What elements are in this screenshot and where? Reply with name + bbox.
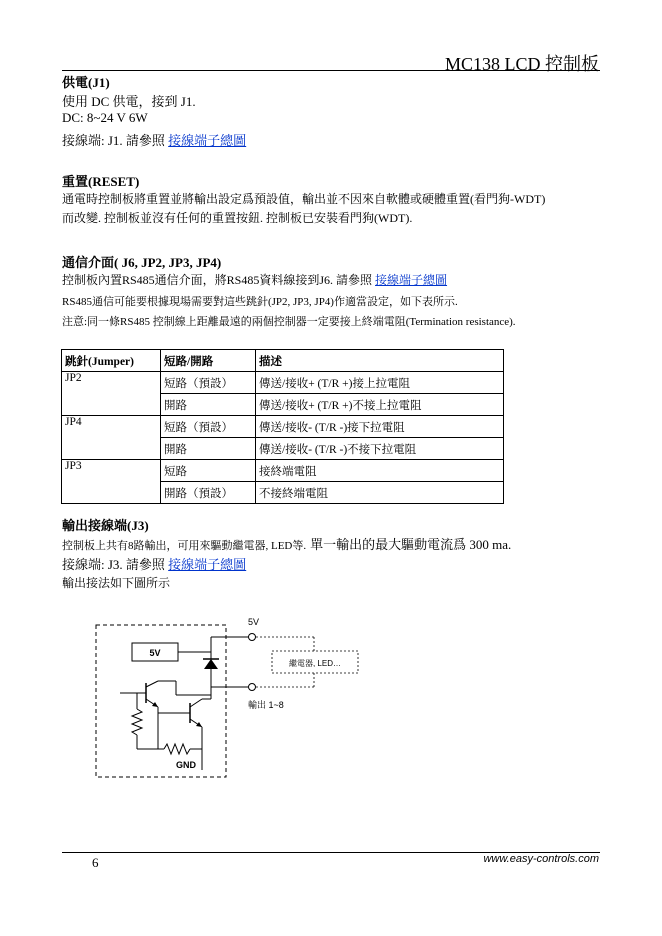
table-header-row: [62, 350, 504, 372]
jumper-table: [61, 349, 504, 504]
page-number: 6: [92, 855, 99, 870]
header-rule: [62, 70, 600, 71]
table-row: [62, 416, 504, 438]
comm-line-2: RS485通信可能要根據現場需要對這些跳針(JP2, JP3, JP4)作適當設定，如下表所示.: [62, 296, 458, 308]
reset-line-2: 而改變. 控制板並沒有任何的重置按鈕. 控制板已安裝看門狗(WDT).: [62, 211, 413, 225]
output-circuit-diagram: [90, 615, 380, 790]
comm-line-1: [62, 271, 447, 288]
power-line-1: 使用 DC 供電，接到 J1.: [62, 94, 196, 109]
reset-line-1: 通電時控制板將重置並將輸出設定爲預設值，輸出並不因來自軟體或硬體重置(看門狗-WDT): [62, 192, 546, 206]
reset-heading: 重置(RESET): [62, 174, 140, 189]
terminal-diagram-link[interactable]: 接線端子總圖: [375, 273, 448, 287]
table-cell-description: 傳送/接收- (T/R -)接下拉電阻: [256, 416, 504, 438]
table-cell-state: 短路（預設）: [161, 416, 256, 438]
power-line-2: DC: 8~24 V 6W: [62, 110, 148, 125]
comm-line-3: 注意:同一條RS485 控制線上距離最遠的兩個控制器一定要接上終端電阻(Termination resistance).: [62, 316, 516, 328]
power-heading: 供電(J1): [62, 75, 110, 90]
table-cell-description: 傳送/接收+ (T/R +)接上拉電阻: [256, 372, 504, 394]
footer-website: www.easy-controls.com: [483, 853, 599, 865]
table-cell-state: 開路（預設）: [161, 482, 256, 504]
table-cell-state: 短路: [161, 460, 256, 482]
power-line-3-text: 接線端: J1. 請參照: [62, 133, 165, 148]
pulldown-resistor: [164, 744, 190, 754]
terminal-5v-label: 5V: [248, 617, 260, 627]
table-cell-jumper: JP4: [62, 416, 161, 460]
terminal-output-label: 輸出 1~8: [248, 700, 284, 710]
power-5v-label: 5V: [149, 648, 161, 658]
output-line-2: [62, 554, 246, 573]
relay-led-label: 繼電器, LED…: [288, 659, 342, 668]
table-header-jumper: 跳針(Jumper): [62, 350, 161, 372]
table-cell-description: 傳送/接收+ (T/R +)不接上拉電阻: [256, 394, 504, 416]
base-resistor: [132, 709, 142, 735]
terminal-diagram-link[interactable]: 接線端子總圖: [168, 557, 247, 572]
table-header-description: 描述: [256, 350, 504, 372]
comm-line-1-text: 控制板內置RS485通信介面，將RS485資料線接到J6. 請參照: [62, 273, 373, 287]
table-cell-state: 開路: [161, 394, 256, 416]
table-cell-state: 開路: [161, 438, 256, 460]
table-cell-jumper: JP2: [62, 372, 161, 416]
output-line-1-a: 控制板上共有8路輸出，可用來驅動繼電器, LED等.: [62, 540, 307, 552]
power-line-3: [62, 130, 246, 149]
table-row: [62, 372, 504, 394]
table-cell-description: 不接終端電阻: [256, 482, 504, 504]
terminal-diagram-link[interactable]: 接線端子總圖: [168, 133, 247, 148]
page-header-title: MC138 LCD 控制板: [444, 54, 599, 74]
table-cell-state: 短路（預設）: [161, 372, 256, 394]
table-header-state: 短路/開路: [161, 350, 256, 372]
terminal-output: [249, 684, 256, 691]
output-line-1-b: 單一輸出的最大驅動電流爲 300 ma.: [310, 537, 512, 552]
table-cell-jumper: JP3: [62, 460, 161, 504]
terminal-5v: [249, 634, 256, 641]
output-line-2-text: 接線端: J3. 請參照: [62, 557, 165, 572]
flyback-diode: [204, 659, 218, 669]
comm-heading: 通信介面( J6, JP2, JP3, JP4): [62, 255, 222, 270]
gnd-label: GND: [176, 760, 196, 770]
table-cell-description: 傳送/接收- (T/R -)不接下拉電阻: [256, 438, 504, 460]
table-row: [62, 460, 504, 482]
output-heading: 輸出接線端(J3): [62, 518, 149, 533]
output-line-3: 輸出接法如下圖所示: [62, 576, 171, 590]
output-line-1: [62, 534, 511, 554]
table-cell-description: 接終端電阻: [256, 460, 504, 482]
